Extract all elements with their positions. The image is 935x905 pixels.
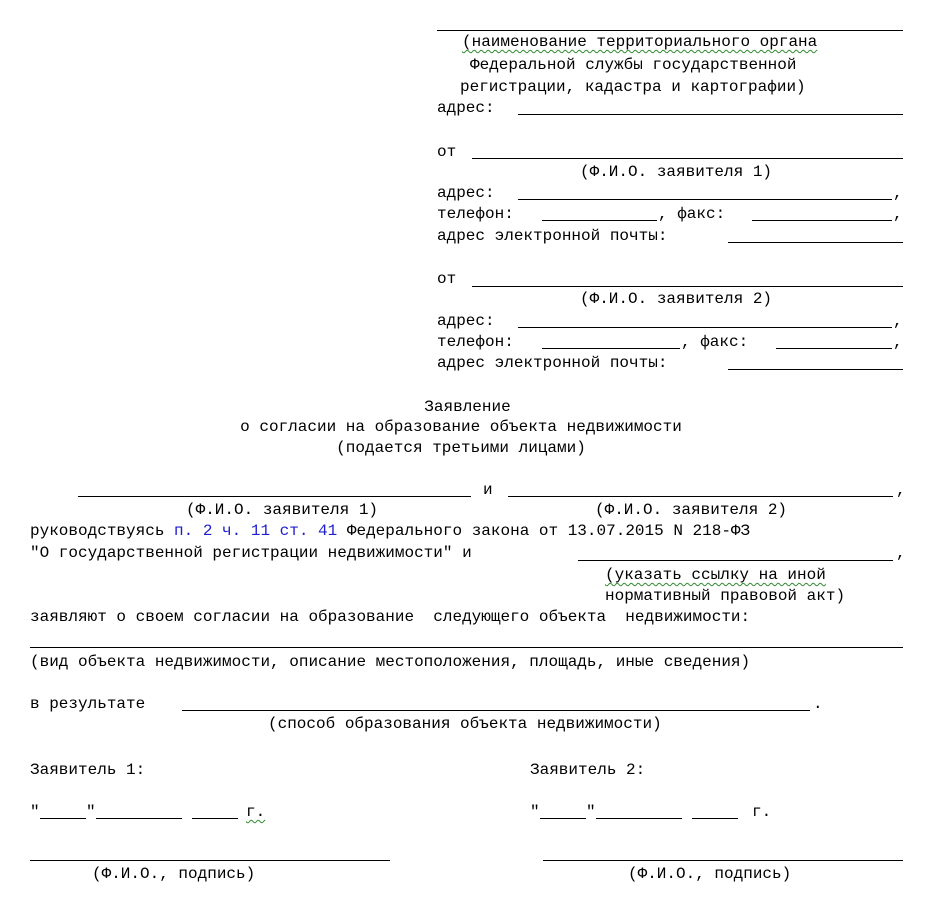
applicant2-fax-label: , факс: bbox=[681, 333, 749, 351]
applicant1-caption: (Ф.И.О. заявителя 1) bbox=[580, 163, 773, 181]
period: . bbox=[813, 695, 823, 713]
formation-method-line[interactable] bbox=[182, 710, 810, 711]
body-applicant2-line[interactable] bbox=[508, 496, 893, 497]
applicant2-name-line[interactable] bbox=[472, 286, 903, 287]
guided-by-line bbox=[30, 521, 750, 541]
object-description-caption: (вид объекта недвижимости, описание местоположения, площадь, иные сведения) bbox=[30, 653, 751, 671]
object-description-line[interactable] bbox=[30, 647, 903, 648]
date-quote-close: " bbox=[586, 803, 596, 821]
applicant2-signature-label: Заявитель 2: bbox=[530, 761, 646, 779]
comma: , bbox=[893, 184, 903, 202]
applicant2-signature-line[interactable] bbox=[543, 860, 903, 861]
applicant1-address-line[interactable] bbox=[518, 199, 892, 200]
other-act-caption-line2: нормативный правовой акт) bbox=[605, 587, 846, 605]
comma: , bbox=[893, 205, 903, 223]
comma: , bbox=[896, 481, 906, 499]
as-result-label: в результате bbox=[30, 695, 146, 713]
comma: , bbox=[896, 544, 906, 562]
guided-prefix: руководствуясь bbox=[30, 522, 175, 540]
body-applicant2-caption: (Ф.И.О. заявителя 2) bbox=[595, 501, 788, 519]
applicant1-day-line[interactable] bbox=[40, 818, 86, 819]
law-article-link[interactable]: п. 2 ч. 11 ст. 41 bbox=[174, 522, 338, 540]
applicant1-name-line[interactable] bbox=[472, 158, 903, 159]
guided-suffix: Федерального закона от 13.07.2015 N 218-ФЗ bbox=[337, 522, 751, 540]
applicant1-phone-label: телефон: bbox=[437, 205, 514, 223]
applicant1-phone-line[interactable] bbox=[542, 220, 657, 221]
authority-note-line1: (наименование территориального органа bbox=[462, 33, 818, 51]
applicant2-phone-line[interactable] bbox=[542, 348, 680, 349]
date-quote-open: " bbox=[30, 803, 40, 821]
applicant1-fax-label: , факс: bbox=[658, 205, 726, 223]
applicant2-signature-caption: (Ф.И.О., подпись) bbox=[628, 865, 792, 883]
applicant2-caption: (Ф.И.О. заявителя 2) bbox=[580, 290, 773, 308]
from2-label: от bbox=[437, 270, 457, 288]
from1-label: от bbox=[437, 143, 457, 161]
body-applicant1-caption: (Ф.И.О. заявителя 1) bbox=[186, 501, 379, 519]
law-name: "О государственной регистрации недвижимости" и bbox=[30, 544, 472, 562]
applicant1-signature-label: Заявитель 1: bbox=[30, 761, 146, 779]
applicant1-email-line[interactable] bbox=[728, 242, 903, 243]
authority-note-line2: Федеральной службы государственной bbox=[470, 56, 797, 74]
applicant1-email-label: адрес электронной почты: bbox=[437, 227, 668, 245]
other-act-caption-line1: (указать ссылку на иной bbox=[605, 566, 826, 584]
document-subtitle-note: (подается третьими лицами) bbox=[336, 439, 586, 457]
authority-address-line[interactable] bbox=[518, 114, 903, 115]
authority-name-line[interactable] bbox=[437, 30, 903, 31]
applicant1-address-label: адрес: bbox=[437, 184, 495, 202]
applicant2-month-line[interactable] bbox=[596, 818, 682, 819]
applicant1-fax-line[interactable] bbox=[752, 220, 892, 221]
year-suffix: г. bbox=[752, 803, 772, 821]
body-applicant1-line[interactable] bbox=[78, 496, 471, 497]
and-word: и bbox=[483, 481, 493, 499]
applicant2-fax-line[interactable] bbox=[776, 348, 892, 349]
applicant1-year-line[interactable] bbox=[192, 818, 238, 819]
applicant2-address-label: адрес: bbox=[437, 312, 495, 330]
comma: , bbox=[893, 312, 903, 330]
date-quote-open: " bbox=[530, 803, 540, 821]
applicant2-year-line[interactable] bbox=[692, 818, 738, 819]
applicant2-phone-label: телефон: bbox=[437, 333, 514, 351]
date-quote-close: " bbox=[86, 803, 96, 821]
applicant2-email-line[interactable] bbox=[728, 369, 903, 370]
authority-note-line3: регистрации, кадастра и картографии) bbox=[460, 78, 806, 96]
applicant1-signature-caption: (Ф.И.О., подпись) bbox=[92, 865, 256, 883]
comma: , bbox=[893, 333, 903, 351]
declare-text: заявляют о своем согласии на образование следующего объекта недвижимости: bbox=[30, 608, 751, 626]
authority-address-label: адрес: bbox=[437, 99, 495, 117]
other-act-line[interactable] bbox=[578, 560, 893, 561]
document-title: Заявление bbox=[424, 398, 511, 416]
document-subtitle: о согласии на образование объекта недвижимости bbox=[240, 418, 682, 436]
applicant1-signature-line[interactable] bbox=[30, 860, 390, 861]
applicant1-month-line[interactable] bbox=[96, 818, 182, 819]
applicant2-day-line[interactable] bbox=[540, 818, 586, 819]
applicant2-address-line[interactable] bbox=[518, 327, 892, 328]
year-suffix: г. bbox=[246, 803, 266, 821]
applicant2-email-label: адрес электронной почты: bbox=[437, 354, 668, 372]
formation-method-caption: (способ образования объекта недвижимости) bbox=[268, 715, 662, 733]
